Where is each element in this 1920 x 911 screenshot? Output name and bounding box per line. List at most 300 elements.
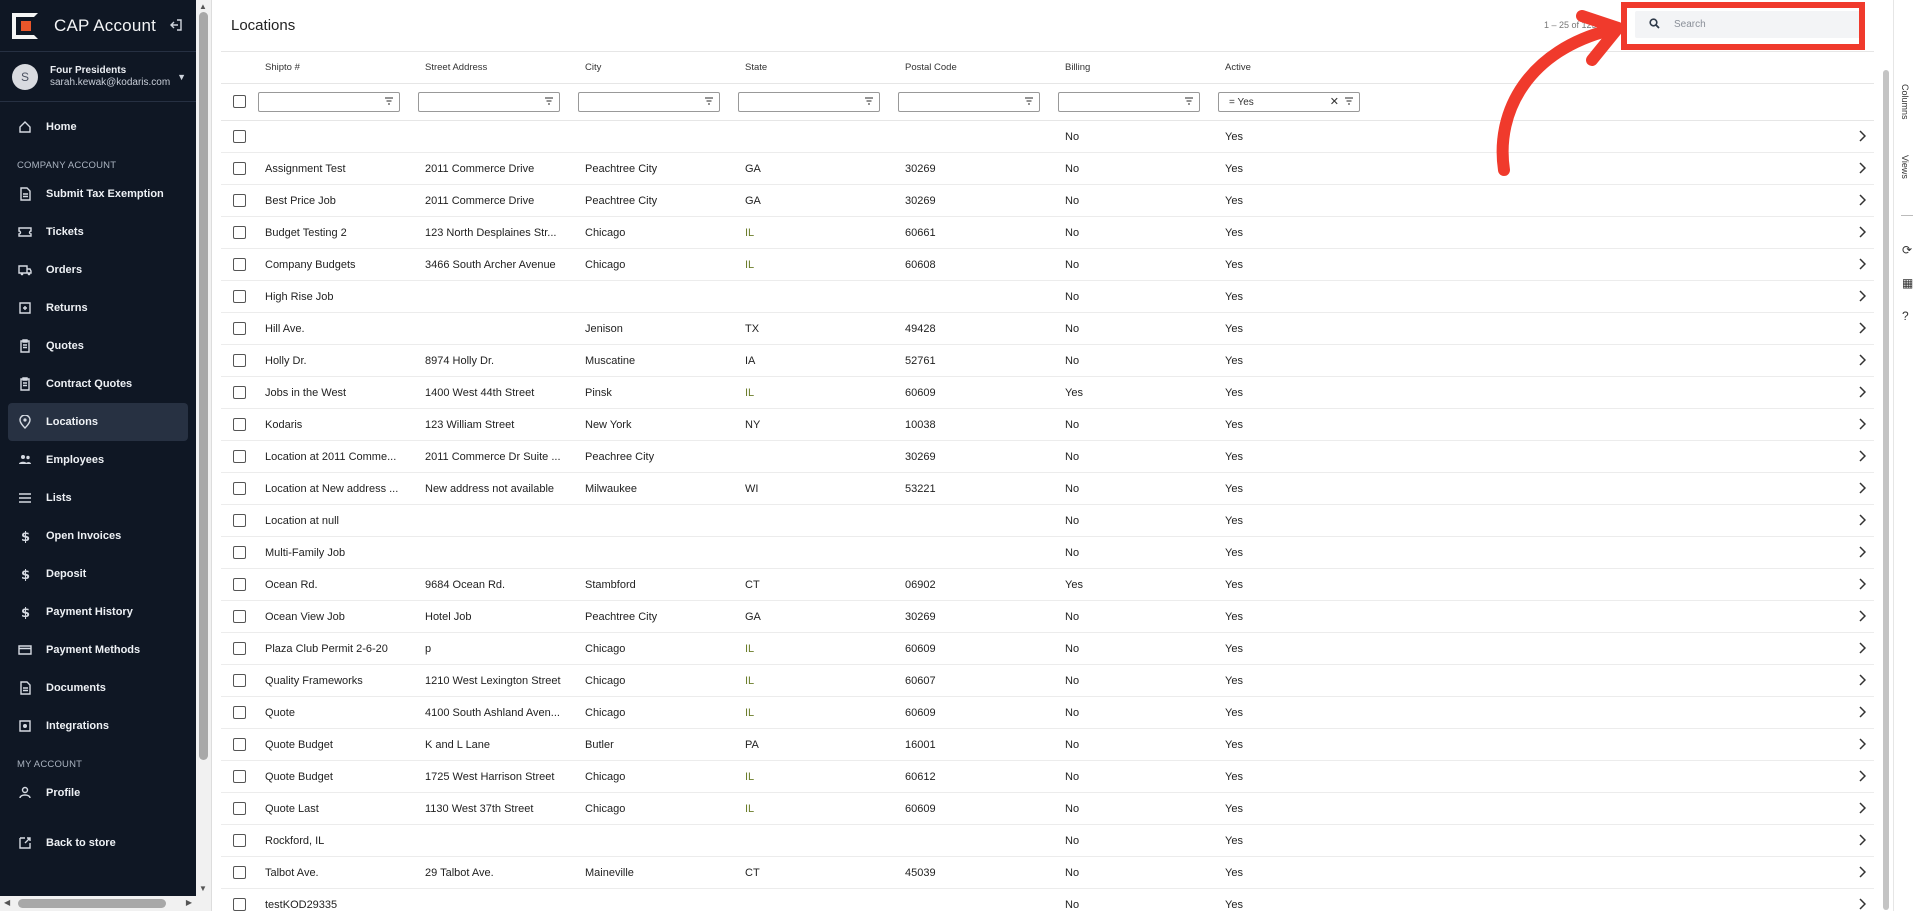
sidebar-horizontal-scrollbar[interactable]	[0, 896, 196, 911]
cell-state	[745, 825, 895, 856]
chevron-right-icon[interactable]	[1858, 226, 1866, 241]
cell-street-address: 123 North Desplaines Str...	[425, 226, 557, 239]
app-title: CAP Account	[54, 15, 157, 35]
cell-street-address: 2011 Commerce Drive	[425, 162, 535, 175]
clear-icon[interactable]: ✕	[1329, 96, 1339, 108]
cell-street-address: Hotel Job	[425, 610, 472, 623]
cell-active: Yes	[1225, 674, 1243, 687]
cell-shipto: Quote Budget	[265, 738, 333, 751]
row-checkbox[interactable]	[233, 386, 246, 399]
cell-city: Chicago	[585, 674, 626, 687]
chevron-right-icon[interactable]	[1858, 354, 1866, 369]
sidebar-item-back-to-store[interactable]	[8, 824, 188, 862]
cell-street-address	[425, 281, 567, 312]
cell-billing: Yes	[1065, 578, 1083, 591]
row-checkbox[interactable]	[233, 162, 246, 175]
cell-billing: No	[1065, 482, 1080, 495]
row-checkbox[interactable]	[233, 226, 246, 239]
row-checkbox[interactable]	[233, 354, 246, 367]
cell-street-address: 9684 Ocean Rd.	[425, 578, 506, 591]
table-row[interactable]	[221, 345, 1874, 377]
column-header-street-address[interactable]: Street Address	[425, 62, 488, 73]
chevron-right-icon[interactable]	[1858, 258, 1866, 273]
row-checkbox[interactable]	[233, 130, 246, 143]
chevron-right-icon[interactable]	[1858, 130, 1866, 145]
cell-active: Yes	[1225, 322, 1243, 335]
cell-billing: No	[1065, 642, 1080, 655]
table-row[interactable]	[221, 313, 1874, 345]
sidebar-item-label: Employees	[46, 454, 105, 466]
cell-shipto: Jobs in the West	[265, 386, 347, 399]
table-row[interactable]	[221, 569, 1874, 601]
filter-postal-code[interactable]	[898, 92, 1040, 112]
cell-shipto: Company Budgets	[265, 258, 356, 271]
filter-shipto[interactable]	[258, 92, 400, 112]
chevron-right-icon[interactable]	[1858, 706, 1866, 721]
scroll-right-icon[interactable]: ▶	[185, 898, 192, 907]
column-header-postal-code[interactable]: Postal Code	[905, 62, 957, 73]
clipboard-icon	[18, 339, 32, 353]
cell-billing: No	[1065, 258, 1080, 271]
user-email: sarah.kewak@kodaris.com	[50, 76, 171, 88]
row-checkbox[interactable]	[233, 610, 246, 623]
row-checkbox[interactable]	[233, 290, 246, 303]
sidebar-item-deposit[interactable]	[8, 555, 188, 593]
clipboard-icon	[18, 377, 32, 391]
page-title: Locations	[231, 17, 296, 34]
chevron-right-icon[interactable]	[1858, 386, 1866, 401]
people-icon	[18, 453, 32, 467]
credit-card-icon	[18, 643, 32, 657]
filter-icon[interactable]	[704, 96, 714, 109]
chevron-right-icon[interactable]	[1858, 674, 1866, 689]
grid-vertical-scrollbar[interactable]	[1882, 70, 1890, 911]
cell-billing: No	[1065, 226, 1080, 239]
table-row[interactable]	[221, 249, 1874, 281]
cell-street-address: 123 William Street	[425, 418, 515, 431]
cell-street-address: 2011 Commerce Drive	[425, 194, 535, 207]
cell-city	[585, 537, 735, 568]
cell-postal-code	[905, 121, 1055, 152]
row-checkbox[interactable]	[233, 834, 246, 847]
table-row[interactable]	[221, 377, 1874, 409]
filter-active[interactable]	[1218, 92, 1360, 112]
cell-city: Chicago	[585, 258, 626, 271]
column-header-shipto[interactable]: Shipto #	[265, 62, 300, 73]
column-header-city[interactable]: City	[585, 62, 602, 73]
chevron-right-icon[interactable]	[1858, 482, 1866, 497]
cell-state: IL	[745, 386, 755, 399]
filter-icon[interactable]	[864, 96, 874, 109]
cell-shipto: Quote Budget	[265, 770, 333, 783]
svg-text:$: $	[21, 530, 31, 543]
cell-billing: No	[1065, 418, 1080, 431]
cell-billing: No	[1065, 610, 1080, 623]
chevron-right-icon[interactable]	[1858, 802, 1866, 817]
home-icon	[18, 120, 32, 134]
cell-street-address: 1725 West Harrison Street	[425, 770, 555, 783]
cell-street-address: 29 Talbot Ave.	[425, 866, 494, 879]
sidebar-item-contract-quotes[interactable]	[8, 365, 188, 403]
sidebar-scroll-thumb[interactable]	[199, 12, 208, 760]
filter-icon[interactable]	[1184, 96, 1194, 109]
table-row[interactable]	[221, 761, 1874, 793]
cell-city	[585, 825, 735, 856]
scroll-left-icon[interactable]: ◀	[4, 898, 11, 907]
row-checkbox[interactable]	[233, 674, 246, 687]
dollar-icon	[18, 567, 32, 581]
cell-city: Chicago	[585, 226, 626, 239]
cell-street-address: 8974 Holly Dr.	[425, 354, 495, 367]
sidebar-item-label: Orders	[46, 264, 83, 276]
cell-postal-code: 52761	[905, 354, 936, 367]
table-row[interactable]	[221, 697, 1874, 729]
cell-street-address: 1210 West Lexington Street	[425, 674, 561, 687]
table-row[interactable]	[221, 665, 1874, 697]
sidebar-item-label: Profile	[46, 787, 81, 799]
cell-postal-code: 60609	[905, 706, 936, 719]
truck-icon	[18, 263, 32, 277]
cell-active: Yes	[1225, 802, 1243, 815]
cell-active: Yes	[1225, 226, 1243, 239]
chevron-right-icon[interactable]	[1858, 418, 1866, 433]
cell-state: NY	[745, 418, 761, 431]
avatar: S	[12, 64, 38, 90]
cell-postal-code: 53221	[905, 482, 936, 495]
sidebar-item-profile[interactable]	[8, 774, 188, 812]
views-tab[interactable]: Views	[1900, 155, 1910, 179]
sidebar-item-label: Back to store	[46, 837, 116, 849]
filter-city[interactable]	[578, 92, 720, 112]
cell-billing: No	[1065, 706, 1080, 719]
sidebar-item-label: Contract Quotes	[46, 378, 133, 390]
columns-tab[interactable]: Columns	[1900, 84, 1910, 120]
pagination-text: 1 – 25 of 125	[1544, 20, 1597, 30]
cell-billing: No	[1065, 450, 1080, 463]
person-icon	[18, 786, 32, 800]
table-row[interactable]	[221, 217, 1874, 249]
table-row[interactable]	[221, 729, 1874, 761]
cell-city: Chicago	[585, 642, 626, 655]
kodaris-logo[interactable]	[12, 13, 38, 39]
cell-city: Milwaukee	[585, 482, 637, 495]
cell-shipto: High Rise Job	[265, 290, 334, 303]
cell-city: Stambford	[585, 578, 636, 591]
table-row[interactable]	[221, 409, 1874, 441]
cell-street-address: 3466 South Archer Avenue	[425, 258, 556, 271]
row-checkbox[interactable]	[233, 258, 246, 271]
cell-state: IL	[745, 802, 755, 815]
table-row[interactable]	[221, 825, 1874, 857]
sidebar-item-submit-tax-exemption[interactable]	[8, 175, 188, 213]
chevron-right-icon[interactable]	[1858, 194, 1866, 209]
cell-street-address: 1130 West 37th Street	[425, 802, 534, 815]
chevron-right-icon[interactable]	[1858, 578, 1866, 593]
document-icon	[18, 681, 32, 695]
sidebar-item-label: Deposit	[46, 568, 87, 580]
sidebar-item-home[interactable]	[8, 108, 188, 146]
sidebar-item-employees[interactable]	[8, 441, 188, 479]
cell-state	[745, 121, 895, 152]
chevron-down-icon[interactable]: ▼	[177, 71, 186, 82]
cell-active: Yes	[1225, 290, 1243, 303]
sidebar-nav	[0, 102, 196, 862]
cell-postal-code	[905, 281, 1055, 312]
sidebar-header	[0, 0, 196, 52]
cell-billing: No	[1065, 738, 1080, 751]
row-checkbox[interactable]	[233, 482, 246, 495]
cell-billing: No	[1065, 898, 1080, 911]
cell-shipto: Assignment Test	[265, 162, 346, 175]
cell-billing: No	[1065, 674, 1080, 687]
cell-city	[585, 281, 735, 312]
user-name: Four Presidents	[50, 64, 127, 76]
row-checkbox[interactable]	[233, 322, 246, 335]
sidebar-item-payment-history[interactable]	[8, 593, 188, 631]
table-row[interactable]	[221, 601, 1874, 633]
cell-postal-code: 49428	[905, 322, 936, 335]
cell-active: Yes	[1225, 866, 1243, 879]
cell-postal-code: 45039	[905, 866, 936, 879]
cell-postal-code: 30269	[905, 162, 936, 175]
cell-state: CT	[745, 578, 760, 591]
tool-panel	[1893, 0, 1920, 911]
location-pin-icon	[18, 415, 32, 429]
chevron-right-icon[interactable]	[1858, 738, 1866, 753]
filter-street-address[interactable]	[418, 92, 560, 112]
row-checkbox[interactable]	[233, 770, 246, 783]
cell-postal-code: 30269	[905, 194, 936, 207]
cell-city: Pinsk	[585, 386, 612, 399]
sidebar-item-locations[interactable]	[8, 403, 188, 441]
column-header-state[interactable]: State	[745, 62, 768, 73]
row-checkbox[interactable]	[233, 194, 246, 207]
sidebar-scrollbar[interactable]	[196, 0, 212, 911]
cell-city: Jenison	[585, 322, 623, 335]
column-header-active[interactable]: Active	[1225, 62, 1251, 73]
cell-city: Maineville	[585, 866, 634, 879]
integrations-icon	[18, 719, 32, 733]
chevron-right-icon[interactable]	[1858, 290, 1866, 305]
row-checkbox[interactable]	[233, 706, 246, 719]
chevron-right-icon[interactable]	[1858, 546, 1866, 561]
document-icon	[18, 187, 32, 201]
cell-active: Yes	[1225, 898, 1243, 911]
cell-state: GA	[745, 194, 761, 207]
cell-active: Yes	[1225, 386, 1243, 399]
cell-street-address	[425, 505, 567, 536]
row-checkbox[interactable]	[233, 642, 246, 655]
cell-shipto: Quote	[265, 706, 295, 719]
scroll-up-icon[interactable]: ▲	[199, 2, 207, 11]
cell-active: Yes	[1225, 130, 1243, 143]
filter-state[interactable]	[738, 92, 880, 112]
cell-city: Chicago	[585, 802, 626, 815]
table-row[interactable]	[221, 889, 1874, 911]
sidebar-item-open-invoices[interactable]	[8, 517, 188, 555]
cell-street-address: 4100 South Ashland Aven...	[425, 706, 560, 719]
chevron-right-icon[interactable]	[1858, 322, 1866, 337]
filter-billing[interactable]	[1058, 92, 1200, 112]
row-checkbox[interactable]	[233, 514, 246, 527]
cell-postal-code: 30269	[905, 450, 936, 463]
sidebar-item-label: Integrations	[46, 720, 109, 732]
chevron-right-icon[interactable]	[1858, 514, 1866, 529]
cell-billing: Yes	[1065, 386, 1083, 399]
nav-section-my-account: MY ACCOUNT	[17, 759, 83, 770]
chevron-right-icon[interactable]	[1858, 898, 1866, 911]
sidebar-item-quotes[interactable]	[8, 327, 188, 365]
cell-active: Yes	[1225, 738, 1243, 751]
tool-panel-divider	[1901, 215, 1913, 216]
cell-state: CT	[745, 866, 760, 879]
external-link-icon	[18, 836, 32, 850]
row-checkbox[interactable]	[233, 578, 246, 591]
sidebar-item-label: Payment Methods	[46, 644, 141, 656]
cell-billing: No	[1065, 802, 1080, 815]
row-checkbox[interactable]	[233, 450, 246, 463]
cell-billing: No	[1065, 770, 1080, 783]
cell-active: Yes	[1225, 450, 1243, 463]
refresh-icon[interactable]: ⟳	[1902, 243, 1913, 257]
cell-billing: No	[1065, 162, 1080, 175]
sidebar-item-lists[interactable]	[8, 479, 188, 517]
select-all-checkbox[interactable]	[233, 95, 246, 108]
sidebar-item-label: Submit Tax Exemption	[46, 188, 164, 200]
sidebar-item-label: Documents	[46, 682, 106, 694]
row-checkbox[interactable]	[233, 866, 246, 879]
cell-shipto: Hill Ave.	[265, 322, 305, 335]
cell-city: New York	[585, 418, 632, 431]
sidebar-item-returns[interactable]	[8, 289, 188, 327]
table-row[interactable]	[221, 633, 1874, 665]
row-checkbox[interactable]	[233, 418, 246, 431]
filter-icon[interactable]	[1344, 96, 1354, 109]
prev-page-icon[interactable]: ‹	[1605, 20, 1609, 30]
cell-shipto: Location at null	[265, 514, 339, 527]
cell-city: Peachree City	[585, 450, 655, 463]
row-checkbox[interactable]	[233, 898, 246, 911]
table-row[interactable]	[221, 793, 1874, 825]
cell-active: Yes	[1225, 162, 1243, 175]
table-row[interactable]	[221, 505, 1874, 537]
cell-shipto: Talbot Ave.	[265, 866, 319, 879]
chevron-right-icon[interactable]	[1858, 610, 1866, 625]
cell-city	[585, 121, 735, 152]
chevron-right-icon[interactable]	[1858, 834, 1866, 849]
cell-shipto: Holly Dr.	[265, 354, 307, 367]
cell-active: Yes	[1225, 354, 1243, 367]
cell-state: IL	[745, 642, 755, 655]
help-icon[interactable]: ?	[1902, 309, 1909, 323]
cell-billing: No	[1065, 354, 1080, 367]
chevron-right-icon[interactable]	[1858, 770, 1866, 785]
cell-state: WI	[745, 482, 759, 495]
row-checkbox[interactable]	[233, 546, 246, 559]
table-row[interactable]	[221, 537, 1874, 569]
table-icon[interactable]: ▦	[1902, 276, 1914, 290]
scroll-down-icon[interactable]: ▼	[199, 884, 207, 893]
column-header-billing[interactable]: Billing	[1065, 62, 1091, 73]
cell-billing: No	[1065, 866, 1080, 879]
cell-billing: No	[1065, 194, 1080, 207]
cell-state	[745, 537, 895, 568]
cell-shipto: Quality Frameworks	[265, 674, 363, 687]
cell-state: IL	[745, 674, 755, 687]
cell-active: Yes	[1225, 418, 1243, 431]
sidebar-item-label: Returns	[46, 302, 88, 314]
table-row[interactable]	[221, 857, 1874, 889]
cell-state	[745, 889, 895, 911]
chevron-right-icon[interactable]	[1858, 162, 1866, 177]
cell-billing: No	[1065, 514, 1080, 527]
cell-shipto: Ocean View Job	[265, 610, 345, 623]
cell-state: GA	[745, 162, 761, 175]
cell-city: Chicago	[585, 770, 626, 783]
cell-city: Muscatine	[585, 354, 636, 367]
table-row[interactable]	[221, 473, 1874, 505]
cell-state: IL	[745, 770, 755, 783]
sidebar-item-orders[interactable]	[8, 251, 188, 289]
sidebar-item-payment-methods[interactable]	[8, 631, 188, 669]
locations-grid	[221, 51, 1874, 911]
cell-postal-code: 06902	[905, 578, 936, 591]
cell-city	[585, 889, 735, 911]
row-checkbox[interactable]	[233, 738, 246, 751]
dollar-icon	[18, 605, 32, 619]
cell-active: Yes	[1225, 642, 1243, 655]
cell-shipto: Quote Last	[265, 802, 319, 815]
sidebar-item-tickets[interactable]	[8, 213, 188, 251]
cell-active: Yes	[1225, 578, 1243, 591]
dollar-icon	[18, 529, 32, 543]
cell-active: Yes	[1225, 194, 1243, 207]
filter-icon[interactable]	[384, 96, 394, 109]
cell-active: Yes	[1225, 482, 1243, 495]
cell-street-address: 1400 West 44th Street	[425, 386, 535, 399]
annotation-highlight-box	[1621, 2, 1865, 50]
cell-shipto: Multi-Family Job	[265, 546, 346, 559]
sidebar-item-documents[interactable]	[8, 669, 188, 707]
row-checkbox[interactable]	[233, 802, 246, 815]
filter-icon[interactable]	[544, 96, 554, 109]
svg-text:$: $	[21, 568, 31, 581]
cell-shipto	[265, 121, 407, 152]
cell-billing: No	[1065, 322, 1080, 335]
cell-postal-code: 10038	[905, 418, 936, 431]
table-row[interactable]	[221, 441, 1874, 473]
chevron-right-icon[interactable]	[1858, 866, 1866, 881]
list-icon	[18, 491, 32, 505]
table-row[interactable]	[221, 185, 1874, 217]
chevron-right-icon[interactable]	[1858, 450, 1866, 465]
grid-scroll-thumb[interactable]	[1883, 70, 1889, 910]
cell-shipto: Location at New address ...	[265, 482, 399, 495]
filter-icon[interactable]	[1024, 96, 1034, 109]
sidebar-item-integrations[interactable]	[8, 707, 188, 745]
chevron-right-icon[interactable]	[1858, 642, 1866, 657]
table-row[interactable]	[221, 281, 1874, 313]
cell-postal-code	[905, 537, 1055, 568]
user-switcher[interactable]	[0, 52, 196, 102]
cell-state: PA	[745, 738, 759, 751]
cell-active: Yes	[1225, 514, 1243, 527]
logout-icon[interactable]	[168, 18, 184, 34]
cell-shipto: Ocean Rd.	[265, 578, 318, 591]
cell-street-address	[425, 825, 567, 856]
cell-street-address: K and L Lane	[425, 738, 491, 751]
horizontal-scroll-thumb[interactable]	[18, 899, 166, 908]
